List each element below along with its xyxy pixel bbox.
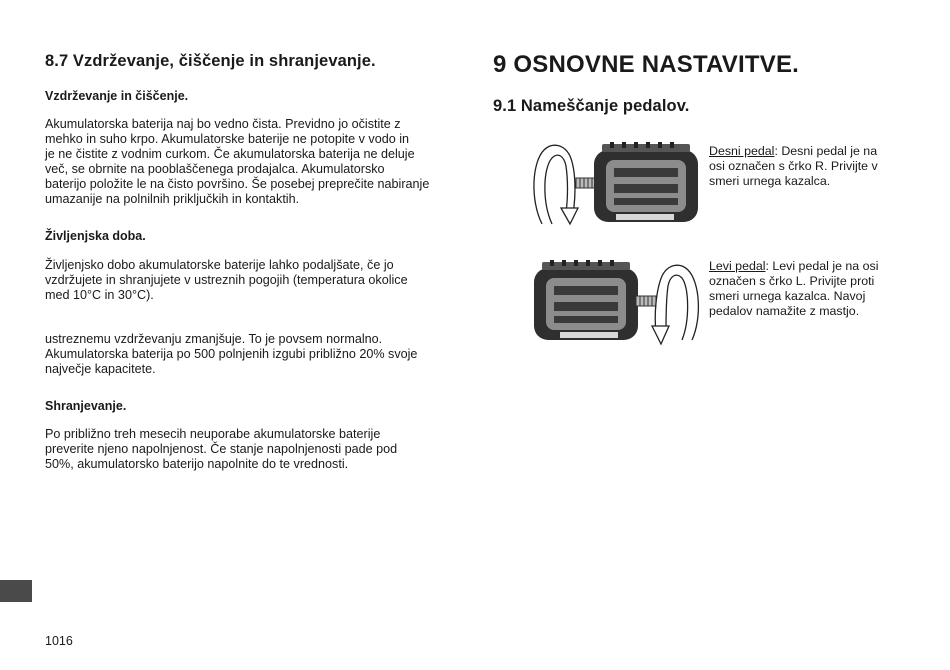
axle-icon — [636, 296, 656, 306]
subheading-maintenance: Vzdrževanje in čiščenje. — [45, 89, 189, 103]
pedal-body-icon — [594, 142, 698, 222]
section-heading-9-1: 9.1 Nameščanje pedalov. — [493, 97, 690, 115]
right-pedal-illustration — [530, 140, 702, 232]
subheading-lifetime: Življenjska doba. — [45, 229, 146, 243]
right-pedal-description: Desni pedal: Desni pedal je na osi označen s črko R. Privijte v smeri urnega kazalca. — [709, 144, 878, 188]
axle-icon — [576, 178, 596, 188]
right-pedal-label: Desni pedal — [709, 144, 775, 158]
paragraph-lifetime: Življenjsko dobo akumulatorske baterije lahko podaljšate, če jo vzdržujete in shranjujete v ustreznih pogojih (temperatura okolice med 10°C in 30°C). — [45, 258, 408, 302]
subheading-storage: Shranjevanje. — [45, 399, 127, 413]
page-number: 1016 — [45, 634, 73, 648]
counterclockwise-arrow-icon — [652, 265, 698, 344]
clockwise-arrow-icon — [534, 145, 578, 224]
section-heading-8-7: 8.7 Vzdrževanje, čiščenje in shranjevanje. — [45, 52, 376, 70]
paragraph-maintenance: Akumulatorska baterija naj bo vedno čista. Previdno jo očistite z mehko in suho krpo. Akumulatorske baterije ne potopite v vodo in je ne čistite z vodnim curkom. Če akumulatorska baterija ne deluje več, se obrnite na pooblaščenega prodajalca. Akumulatorsko baterijo položite le na čisto površino. Še posebej preprečite nabiranje umazanije na polnilnih priključkih in kontaktih. — [45, 117, 430, 206]
chapter-tab-marker — [0, 580, 32, 602]
pedal-body-icon — [534, 260, 638, 340]
left-pedal-label: Levi pedal — [709, 259, 766, 273]
paragraph-storage: Po približno treh mesecih neuporabe akumulatorske baterije preverite njeno napolnjenost. Če stanje napolnjenosti pade pod 50%, akumulatorsko baterijo napolnite do te vrednosti. — [45, 427, 398, 471]
left-pedal-description: Levi pedal: Levi pedal je na osi označen s črko L. Privijte proti smeri urnega kazalca. Navoj pedalov namažite z mastjo. — [709, 259, 879, 318]
chapter-heading: 9 OSNOVNE NASTAVITVE. — [493, 51, 800, 78]
paragraph-capacity: ustreznemu vzdrževanju zmanjšuje. To je povsem normalno. Akumulatorska baterija po 500 polnjenih izgubi približno 20% svoje največje kapacitete. — [45, 332, 418, 376]
left-pedal-illustration — [532, 260, 704, 352]
